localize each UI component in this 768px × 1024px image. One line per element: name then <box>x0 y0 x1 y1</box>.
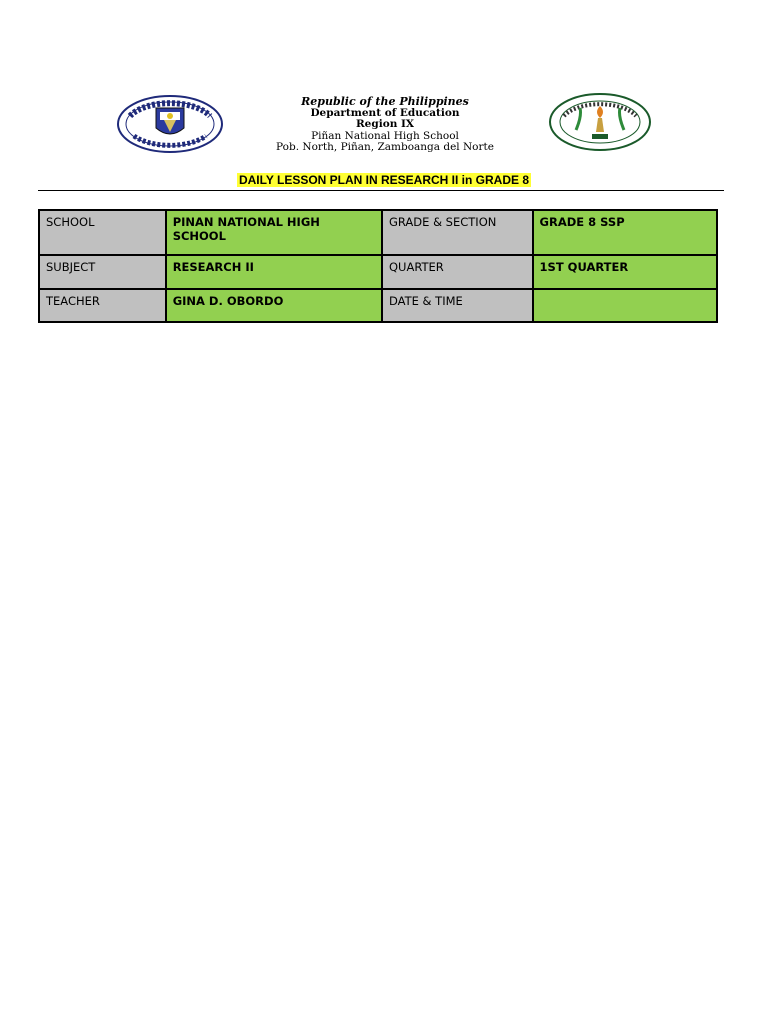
date-time-value <box>533 289 717 322</box>
subject-value: RESEARCH II <box>166 255 382 289</box>
school-label: SCHOOL <box>39 210 166 255</box>
table-row <box>39 289 717 322</box>
teacher-label: TEACHER <box>39 289 166 322</box>
letterhead-text <box>240 96 530 154</box>
school-seal-icon <box>546 92 654 152</box>
title-divider <box>38 190 724 191</box>
letterhead <box>110 90 658 154</box>
document-title <box>0 172 768 188</box>
table-row <box>39 255 717 289</box>
quarter-label: QUARTER <box>382 255 533 289</box>
deped-seal-icon <box>116 94 224 154</box>
grade-section-label: GRADE & SECTION <box>382 210 533 255</box>
subject-label: SUBJECT <box>39 255 166 289</box>
quarter-value: 1ST QUARTER <box>533 255 717 289</box>
letterhead-line-department: Department of Education <box>310 106 460 119</box>
document-title-text: DAILY LESSON PLAN IN RESEARCH II in GRADE 8 <box>238 173 530 187</box>
grade-section-value: GRADE 8 SSP <box>533 210 717 255</box>
school-value: PINAN NATIONAL HIGH SCHOOL <box>166 210 382 255</box>
teacher-value: GINA D. OBORDO <box>166 289 382 322</box>
date-time-label: DATE & TIME <box>382 289 533 322</box>
table-row <box>39 210 717 255</box>
lesson-info-table <box>38 209 718 323</box>
letterhead-line-school: Piñan National High School <box>311 129 459 142</box>
letterhead-line-republic: Republic of the Philippines <box>301 95 469 108</box>
letterhead-line-address: Pob. North, Piñan, Zamboanga del Norte <box>276 141 494 153</box>
letterhead-line-region: Region IX <box>355 118 415 130</box>
